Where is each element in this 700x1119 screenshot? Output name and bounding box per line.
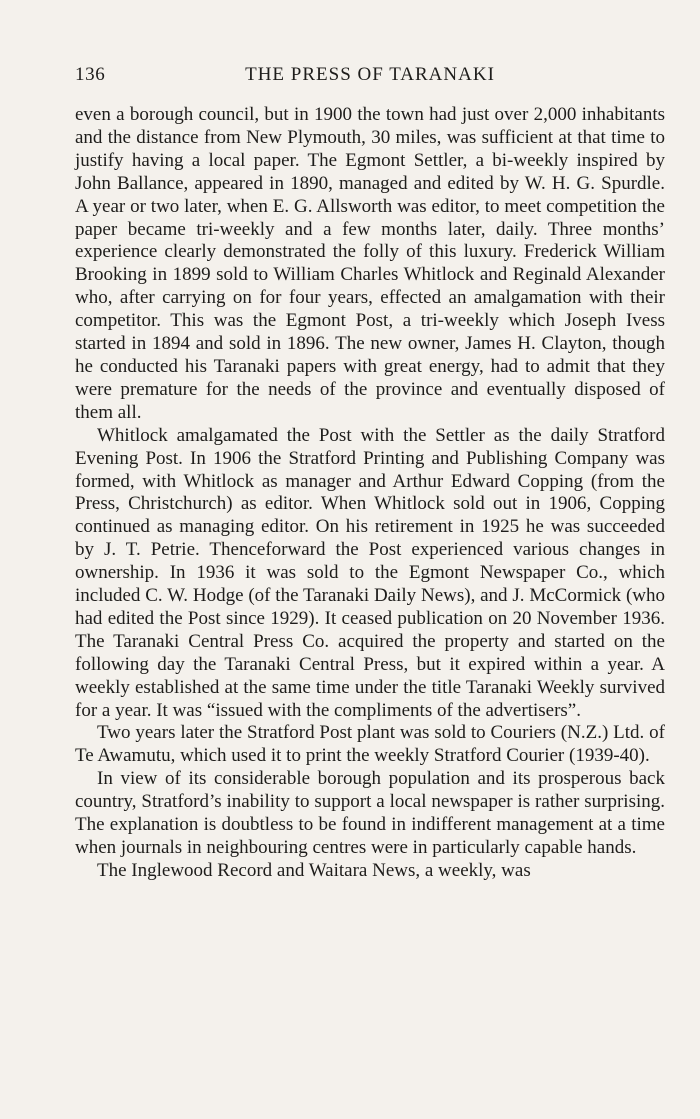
- paragraph: Two years later the Stratford Post plant was sold to Couriers (N.Z.) Ltd. of Te Awamutu, which used it to print the weekly Stratford Courier (1939-40).: [75, 722, 665, 767]
- body-text: [75, 104, 665, 883]
- paragraph-continued: even a borough council, but in 1900 the town had just over 2,000 inhabitants and the distance from New Plymouth, 30 miles, was sufficient at that time to justify having a local paper. The Egmont Settler, a bi-weekly inspired by John Ballance, appeared in 1890, managed and edited by W. H. G. Spurdle. A year or two later, when E. G. Allsworth was editor, to meet competition the paper became tri-weekly and a few months later, daily. Three months’ experience clearly demonstrated the folly of this luxury. Frederick William Brooking in 1899 sold to William Charles Whitlock and Reginald Alexander who, after carrying on for four years, effected an amalgamation with their competitor. This was the Egmont Post, a tri-weekly which Joseph Ivess started in 1894 and sold in 1896. The new owner, James H. Clayton, though he conducted his Taranaki papers with great energy, had to admit that they were premature for the needs of the province and eventually disposed of them all.: [75, 104, 665, 423]
- paragraph: The Inglewood Record and Waitara News, a weekly, was: [97, 859, 531, 881]
- paragraph: Whitlock amalgamated the Post with the Settler as the daily Stratford Evening Post. In 1906 the Stratford Printing and Publishing Company was formed, with Whitlock as manager and Arthur Edward Copping (from the Press, Christchurch) as editor. When Whitlock sold out in 1906, Copping continued as managing editor. On his retirement in 1925 he was succeeded by J. T. Petrie. Thenceforward the Post experienced various changes in ownership. In 1936 it was sold to the Egmont Newspaper Co., which included C. W. Hodge (of the Taranaki Daily News), and J. McCormick (who had edited the Post since 1929). It ceased publication on 20 November 1936. The Taranaki Central Press Co. acquired the property and started on the following day the Taranaki Central Press, but it expired within a year. A weekly established at the same time under the title Taranaki Weekly survived for a year. It was “issued with the compliments of the advertisers”.: [75, 424, 665, 721]
- paragraph: In view of its considerable borough population and its prosperous back country, Stratford’s inability to support a local newspaper is rather surprising. The explanation is doubtless to be found in indifferent management at a time when journals in neighbouring centres were in particularly capable hands.: [75, 768, 665, 858]
- page-number: 136: [75, 64, 106, 85]
- running-title: THE PRESS OF TARANAKI: [245, 64, 495, 85]
- page-header: [75, 64, 665, 92]
